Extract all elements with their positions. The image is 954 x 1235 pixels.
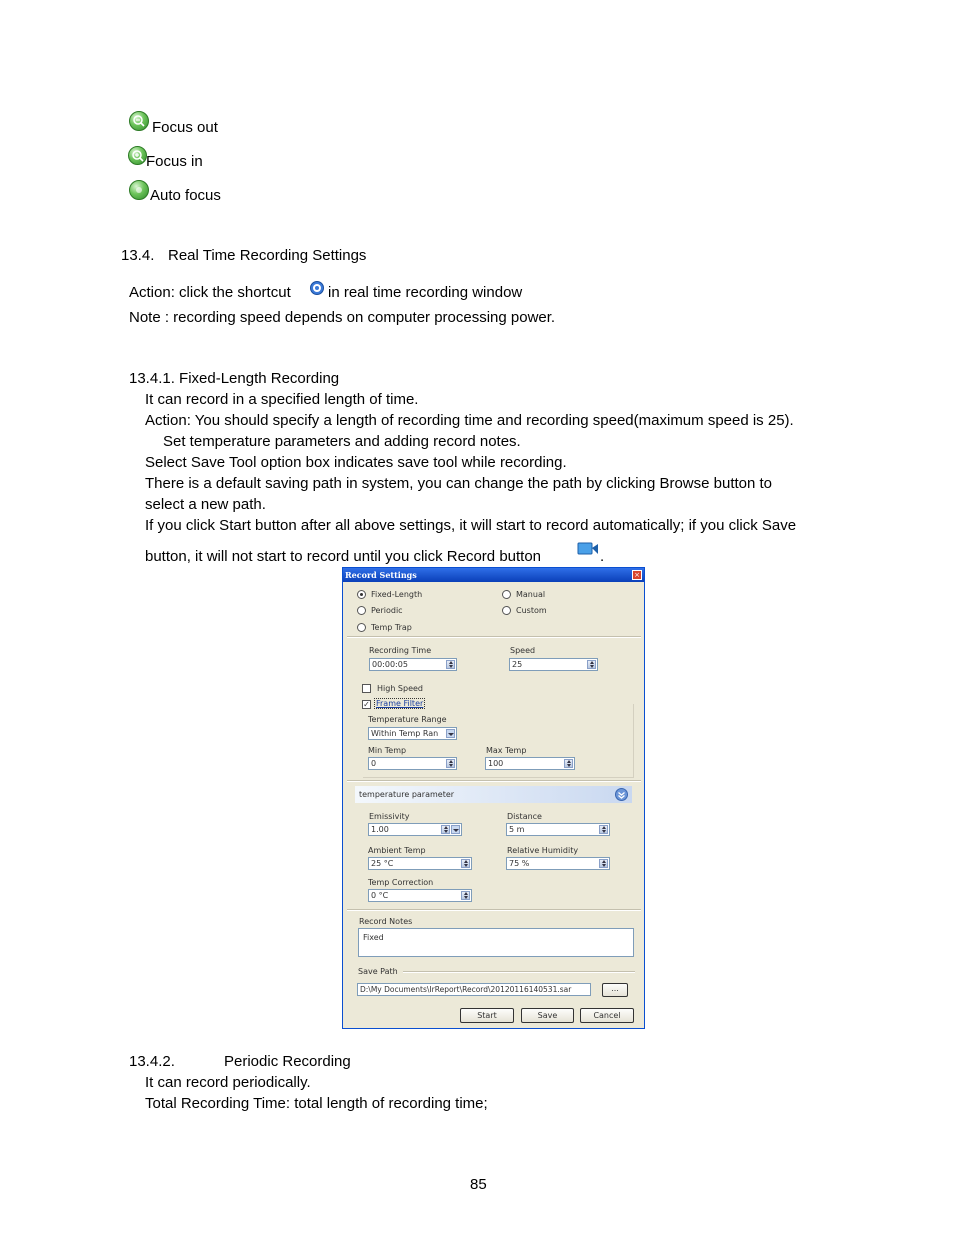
temp-correction-field[interactable] xyxy=(368,889,472,902)
paragraph: It can record periodically. xyxy=(145,1074,311,1091)
max-temp-value: 100 xyxy=(488,759,504,768)
min-temp-spinner[interactable] xyxy=(446,759,455,768)
focus-out-label: Focus out xyxy=(152,119,218,136)
divider xyxy=(403,971,635,973)
radio-periodic[interactable] xyxy=(357,606,366,615)
speed-value: 25 xyxy=(512,660,523,669)
temp-correction-spinner[interactable] xyxy=(461,891,470,900)
paragraph: button, it will not start to record until you click Record button xyxy=(145,548,542,565)
subsection-number: 13.4.2. xyxy=(129,1053,175,1070)
ambient-temp-label: Ambient Temp xyxy=(368,846,426,855)
radio-custom[interactable] xyxy=(502,606,511,615)
section-title: Real Time Recording Settings xyxy=(168,247,367,264)
divider xyxy=(347,780,641,782)
frame-filter-label: Frame Filter xyxy=(376,699,424,708)
paragraph: Total Recording Time: total length of recording time; xyxy=(145,1095,488,1112)
temperature-parameter-title: temperature parameter xyxy=(359,790,455,799)
save-path-field[interactable] xyxy=(357,983,591,996)
dialog-titlebar[interactable] xyxy=(343,568,644,582)
record-notes-value: Fixed xyxy=(363,933,384,942)
emissivity-value: 1.00 xyxy=(371,825,389,834)
settings-gear-icon xyxy=(309,280,325,296)
temp-range-value: Within Temp Ran xyxy=(371,729,439,738)
high-speed-label: High Speed xyxy=(377,684,424,693)
min-temp-value: 0 xyxy=(371,759,377,768)
paragraph: Action: You should specify a length of recording time and recording speed(maximum speed is 25). xyxy=(145,412,794,429)
high-speed-checkbox[interactable] xyxy=(362,684,371,693)
focus-out-icon xyxy=(129,111,149,131)
emissivity-field[interactable] xyxy=(368,823,462,836)
paragraph-end: . xyxy=(600,548,605,565)
radio-fixed-length[interactable] xyxy=(357,590,366,599)
auto-focus-label: Auto focus xyxy=(150,187,221,204)
record-notes-textarea[interactable] xyxy=(358,928,634,957)
paragraph: select a new path. xyxy=(145,496,266,513)
radio-manual-label: Manual xyxy=(516,590,546,599)
paragraph: It can record in a specified length of time. xyxy=(145,391,419,408)
save-path-label: Save Path xyxy=(358,967,398,976)
focus-in-icon xyxy=(128,146,147,165)
distance-value: 5 m xyxy=(509,825,525,834)
record-settings-dialog xyxy=(342,567,645,1029)
max-temp-label: Max Temp xyxy=(486,746,527,755)
relative-humidity-spinner[interactable] xyxy=(599,859,608,868)
distance-spinner[interactable] xyxy=(599,825,608,834)
action-text: Action: click the shortcut xyxy=(129,284,291,301)
close-button[interactable]: × xyxy=(632,570,642,580)
chevron-down-icon[interactable] xyxy=(446,729,455,738)
min-temp-field[interactable] xyxy=(368,757,457,770)
recording-time-field[interactable] xyxy=(369,658,457,671)
section-number: 13.4. xyxy=(121,247,155,264)
ambient-temp-spinner[interactable] xyxy=(461,859,470,868)
recording-time-label: Recording Time xyxy=(369,646,432,655)
max-temp-spinner[interactable] xyxy=(564,759,573,768)
temp-correction-label: Temp Correction xyxy=(368,878,434,887)
emissivity-spinner[interactable] xyxy=(441,825,450,834)
save-path-value: D:\My Documents\IrReport\Record\20120116140531.sar xyxy=(360,985,572,994)
speed-spinner[interactable] xyxy=(587,660,596,669)
note-text: Note : recording speed depends on computer processing power. xyxy=(129,309,556,326)
distance-label: Distance xyxy=(507,812,542,821)
divider xyxy=(347,636,641,638)
page-number: 85 xyxy=(470,1176,487,1193)
ambient-temp-value: 25 °C xyxy=(371,859,394,868)
subsection-title: Periodic Recording xyxy=(224,1053,351,1070)
subsection-heading: 13.4.1. Fixed-Length Recording xyxy=(129,370,340,387)
collapse-chevron-icon[interactable] xyxy=(615,788,628,801)
min-temp-label: Min Temp xyxy=(368,746,407,755)
max-temp-field[interactable] xyxy=(485,757,575,770)
radio-temp-trap-label: Temp Trap xyxy=(371,623,412,632)
action-text-suffix: in real time recording window xyxy=(328,284,523,301)
radio-custom-label: Custom xyxy=(516,606,547,615)
auto-focus-icon xyxy=(129,180,149,200)
frame-filter-checkbox[interactable]: ✓ xyxy=(363,700,370,709)
record-notes-label: Record Notes xyxy=(359,917,413,926)
radio-periodic-label: Periodic xyxy=(371,606,403,615)
relative-humidity-value: 75 % xyxy=(509,859,530,868)
paragraph: Select Save Tool option box indicates save tool while recording. xyxy=(145,454,567,471)
browse-button[interactable]: ... xyxy=(602,983,628,997)
temp-range-label: Temperature Range xyxy=(368,715,447,724)
temp-range-select[interactable] xyxy=(368,727,457,740)
record-camera-icon xyxy=(577,540,599,556)
speed-label: Speed xyxy=(510,646,536,655)
relative-humidity-field[interactable] xyxy=(506,857,610,870)
chevron-down-icon[interactable] xyxy=(451,825,460,834)
radio-fixed-length-label: Fixed-Length xyxy=(371,590,423,599)
temp-correction-value: 0 °C xyxy=(371,891,389,900)
paragraph: Set temperature parameters and adding record notes. xyxy=(163,433,521,450)
paragraph: If you click Start button after all above settings, it will start to record automatically; if you click Save xyxy=(145,517,797,534)
relative-humidity-label: Relative Humidity xyxy=(507,846,579,855)
focus-in-label: Focus in xyxy=(146,153,203,170)
recording-time-value: 00:00:05 xyxy=(372,660,408,669)
cancel-button[interactable]: Cancel xyxy=(580,1008,634,1023)
ambient-temp-field[interactable] xyxy=(368,857,472,870)
emissivity-label: Emissivity xyxy=(369,812,410,821)
dialog-title: Record Settings xyxy=(345,570,417,580)
radio-manual[interactable] xyxy=(502,590,511,599)
recording-time-spinner[interactable] xyxy=(446,660,455,669)
save-button[interactable]: Save xyxy=(521,1008,574,1023)
start-button[interactable]: Start xyxy=(460,1008,514,1023)
radio-temp-trap[interactable] xyxy=(357,623,366,632)
distance-field[interactable] xyxy=(506,823,610,836)
divider xyxy=(347,909,641,911)
paragraph: There is a default saving path in system, you can change the path by clicking Browse button to xyxy=(145,475,773,492)
speed-field[interactable] xyxy=(509,658,598,671)
